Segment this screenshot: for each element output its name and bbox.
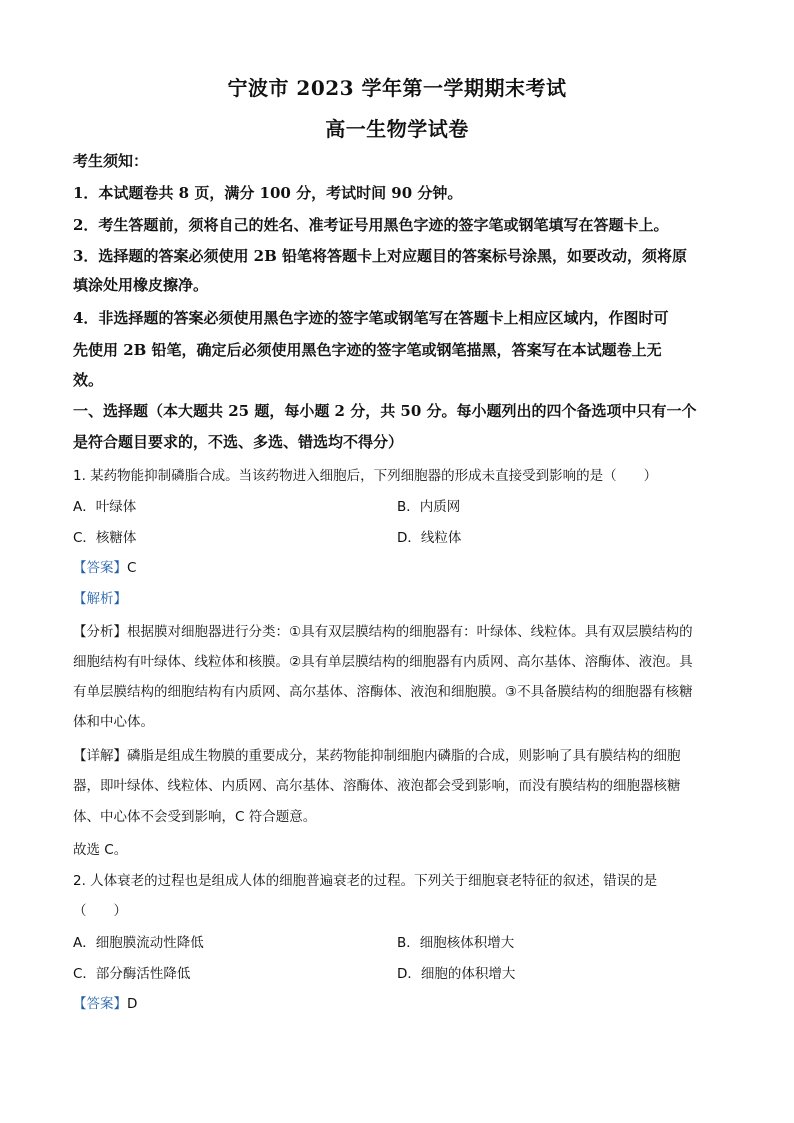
- answer-tag: 【答案】: [73, 560, 127, 576]
- q1-detail-line: 器，即叶绿体、线粒体、内质网、高尔基体、溶酶体、液泡都会受到影响，而没有膜结构的细胞器核糖: [73, 778, 681, 794]
- detail-tag: 【详解】: [73, 748, 127, 764]
- q2-option-d: D．细胞的体积增大: [397, 966, 516, 982]
- q1-analysis-line: 细胞结构有叶绿体、线粒体和核膜。②具有单层膜结构的细胞器有内质网、高尔基体、溶酶体、液泡。具: [73, 654, 693, 670]
- question-2-stem: 2. 人体衰老的过程也是组成人体的细胞普遍衰老的过程。下列关于细胞衰老特征的叙述，错误的是: [73, 873, 658, 889]
- q2-option-b: B．细胞核体积增大: [397, 935, 515, 951]
- q2-option-c: C．部分酶活性降低: [73, 966, 191, 982]
- q2-answer: [73, 992, 137, 1012]
- notice-item: 先使用 2B 铅笔，确定后必须使用黑色字迹的签字笔或钢笔描黑，答案写在本试题卷上无: [73, 341, 662, 359]
- notice-item: 填涂处用橡皮擦净。: [73, 276, 209, 294]
- analysis-tag: 【分析】: [73, 624, 127, 640]
- notice-item: 3．选择题的答案必须使用 2B 铅笔将答题卡上对应题目的答案标号涂黑，如要改动，须将原: [73, 247, 688, 265]
- section-heading-cont: 是符合题目要求的，不选、多选、错选均不得分）: [73, 433, 404, 451]
- answer-tag: 【答案】: [73, 996, 127, 1012]
- notice-item: 效。: [73, 371, 104, 389]
- q2-option-a: A．细胞膜流动性降低: [73, 935, 204, 951]
- notice-item: 4．非选择题的答案必须使用黑色字迹的签字笔或钢笔写在答题卡上相应区域内，作图时可: [73, 309, 669, 327]
- q1-analysis-line: 有单层膜结构的细胞结构有内质网、高尔基体、溶酶体、液泡和细胞膜。③不具备膜结构的细胞器有核糖: [73, 684, 693, 700]
- exam-title: 宁波市 2023 学年第一学期期末考试: [227, 76, 567, 100]
- q1-explain-tag: [73, 587, 127, 607]
- q1-option-b: B．内质网: [397, 499, 461, 515]
- notice-heading: 考生须知：: [73, 152, 149, 170]
- q1-detail-line: [73, 744, 681, 764]
- exam-subtitle: 高一生物学试卷: [325, 117, 469, 141]
- q1-option-d: D．线粒体: [397, 530, 462, 546]
- q1-option-c: C．核糖体: [73, 530, 137, 546]
- detail-text: 磷脂是组成生物膜的重要成分，某药物能抑制细胞内磷脂的合成，则影响了具有膜结构的细胞: [127, 748, 681, 764]
- answer-value: D: [127, 996, 138, 1012]
- notice-item: 2．考生答题前，须将自己的姓名、准考证号用黑色字迹的签字笔或钢笔填写在答题卡上。: [73, 216, 669, 234]
- q1-analysis-line: [73, 620, 693, 640]
- explain-tag: 【解析】: [73, 591, 127, 607]
- notice-item: 1．本试题卷共 8 页，满分 100 分，考试时间 90 分钟。: [73, 184, 463, 202]
- section-heading: 一、选择题（本大题共 25 题，每小题 2 分，共 50 分。每小题列出的四个备选项中只有一个: [73, 402, 697, 420]
- q1-conclusion: 故选 C。: [73, 842, 128, 858]
- analysis-text: 根据膜对细胞器进行分类：①具有双层膜结构的细胞器有：叶绿体、线粒体。具有双层膜结构的: [127, 624, 693, 640]
- q1-answer: [73, 556, 136, 576]
- answer-value: C: [127, 560, 137, 576]
- question-1-stem: 1. 某药物能抑制磷脂合成。当该药物进入细胞后，下列细胞器的形成未直接受到影响的是（ ）: [73, 468, 658, 484]
- q1-option-a: A．叶绿体: [73, 499, 137, 515]
- q1-analysis-line: 体和中心体。: [73, 714, 154, 730]
- question-2-stem-cont: （ ）: [73, 903, 127, 919]
- q1-detail-line: 体、中心体不会受到影响，C 符合题意。: [73, 809, 317, 825]
